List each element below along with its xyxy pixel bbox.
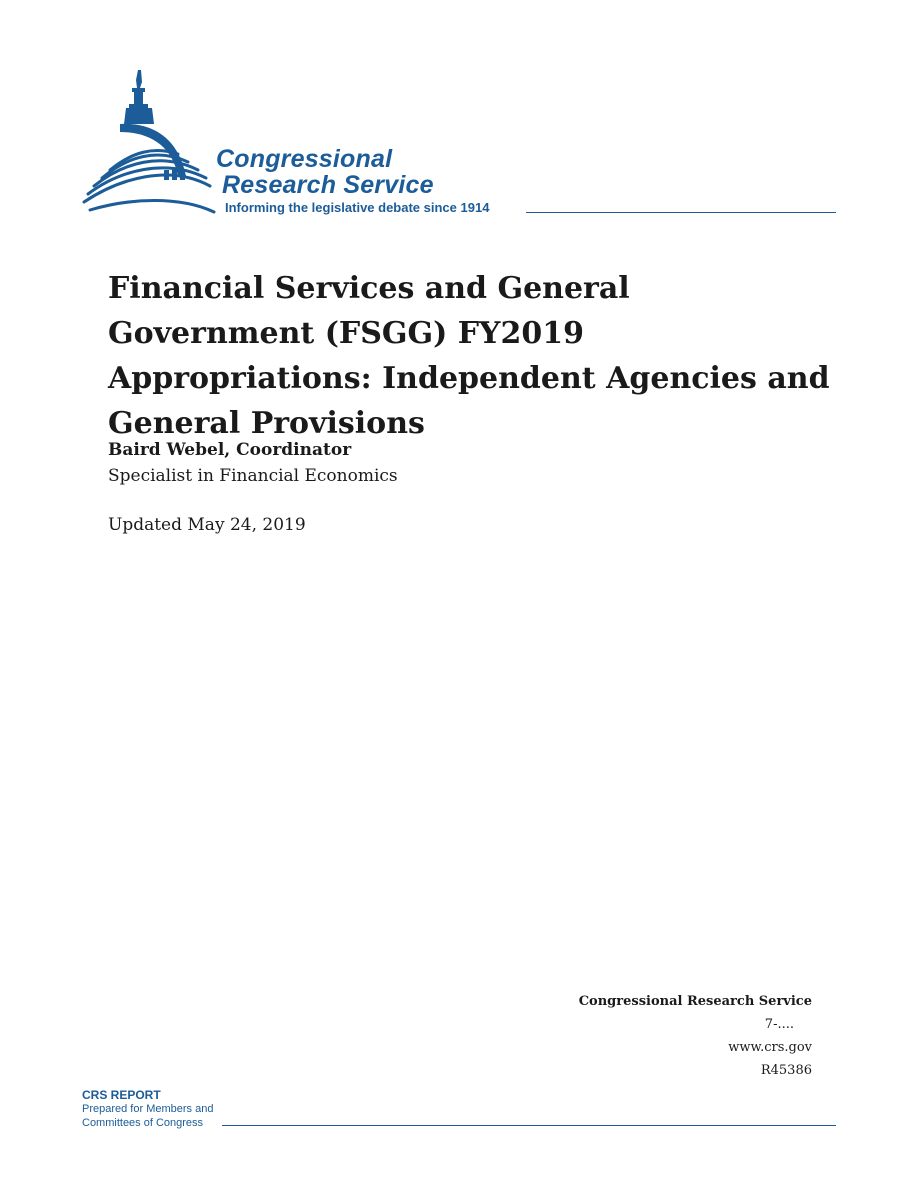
- footer-info: [579, 990, 812, 1082]
- updated-date: Updated May 24, 2019: [108, 515, 306, 535]
- logo-rule: [526, 212, 836, 213]
- footer-org: Congressional Research Service: [578, 994, 812, 1009]
- logo-tagline: Informing the legislative debate since 1914: [225, 200, 490, 215]
- logo-wordmark: [216, 146, 434, 198]
- footer-code: 7-....: [764, 1017, 794, 1032]
- author-role: Specialist in Financial Economics: [108, 466, 398, 486]
- capitol-dome-icon: [80, 66, 220, 216]
- author-block: [108, 438, 398, 490]
- crs-report-line2: Committees of Congress: [82, 1117, 204, 1129]
- footer-report-number: R45386: [760, 1063, 812, 1078]
- crs-report-line1: Prepared for Members and: [82, 1103, 214, 1115]
- report-title: Financial Services and General Government (FSGG) FY2019 Appropriations: Independent Agencies and General Provisions: [108, 271, 830, 441]
- crs-report-heading: CRS REPORT: [82, 1088, 161, 1102]
- footer-website[interactable]: www.crs.gov: [728, 1040, 812, 1055]
- crs-logo: [80, 66, 840, 226]
- logo-name-line2: Research Service: [222, 171, 434, 199]
- logo-name-line1: Congressional: [216, 145, 393, 173]
- crs-report-rule: [222, 1125, 836, 1126]
- author-name: Baird Webel, Coordinator: [108, 440, 352, 460]
- crs-report-label: [82, 1088, 213, 1130]
